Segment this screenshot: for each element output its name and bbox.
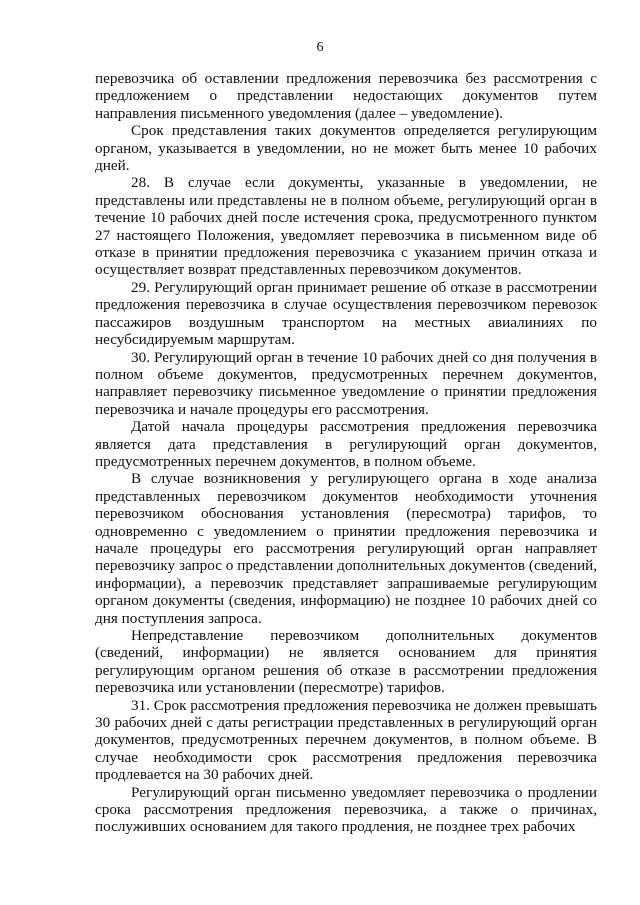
paragraph: перевозчика об оставлении предложения перевозчика без рассмотрения с предложением о представлении недостающих документов путем направления письменного уведомления (далее – уведомление). (95, 70, 597, 122)
paragraph-item-28: 28. В случае если документы, указанные в уведомлении, не представлены или представлены не в полном объеме, регулирующий орган в течение 10 рабочих дней после истечения срока, предусмотренного пунктом 27 настоящего Положения, уведомляет перевозчика в письменном виде об отказе в принятии предложения перевозчика с указанием причин отказа и осуществляет возврат представленных перевозчиком документов. (95, 174, 597, 279)
paragraph: Непредставление перевозчиком дополнительных документов (сведений, информации) не является основанием для принятия регулирующим органом решения об отказе в рассмотрении предложения перевозчика или установлении (пересмотре) тарифов. (95, 627, 597, 697)
paragraph-item-31: 31. Срок рассмотрения предложения перевозчика не должен превышать 30 рабочих дней с даты регистрации представленных в регулирующий орган документов, предусмотренных перечнем документов, в полном объеме. В случае необходимости срок рассмотрения предложения перевозчика продлевается на 30 рабочих дней. (95, 696, 597, 784)
page-number: 6 (316, 40, 324, 55)
paragraph: Регулирующий орган письменно уведомляет перевозчика о продлении срока рассмотрения предложения перевозчика, а также о причинах, послуживших основанием для такого продления, не позднее трех рабочих (95, 783, 597, 836)
paragraph: Датой начала процедуры рассмотрения предложения перевозчика является дата представления в регулирующий орган документов, предусмотренных перечнем документов, в полном объеме. (95, 418, 597, 470)
document-body (95, 70, 597, 836)
paragraph-item-29: 29. Регулирующий орган принимает решение об отказе в рассмотрении предложения перевозчика в случае осуществления перевозчиком перевозок пассажиров воздушным транспортом на местных авиалиниях по несубсидируемым маршрутам. (95, 278, 597, 349)
paragraph: В случае возникновения у регулирующего органа в ходе анализа представленных перевозчиком документов необходимости уточнения перевозчиком обоснования установления (пересмотра) тарифов, то одновременно с уведомлением о принятии предложения перевозчика и начале процедуры его рассмотрения регулирующий орган направляет перевозчику запрос о представлении дополнительных документов (сведений, информации), а перевозчик представляет запрашиваемые регулирующим органом документы (сведения, информацию) не позднее 10 рабочих дней со дня поступления запроса. (95, 470, 597, 627)
paragraph: Срок представления таких документов определяется регулирующим органом, указывается в уведомлении, но не может быть менее 10 рабочих дней. (95, 122, 597, 175)
paragraph-item-30: 30. Регулирующий орган в течение 10 рабочих дней со дня получения в полном объеме документов, предусмотренных перечнем документов, направляет перевозчику письменное уведомление о принятии предложения перевозчика и начале процедуры его рассмотрения. (95, 348, 597, 418)
